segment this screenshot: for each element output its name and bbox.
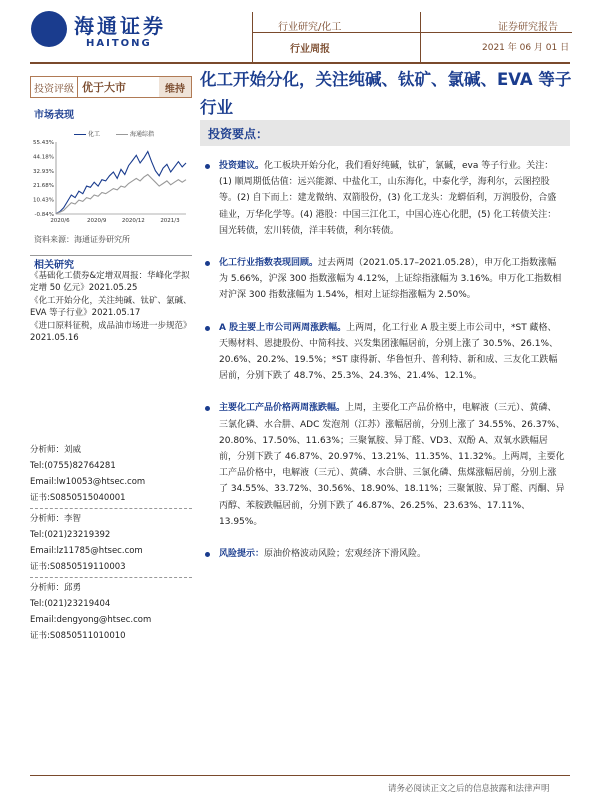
analyst-cert: 证书:S0850511010010 [30,631,126,641]
bullet-icon [205,406,210,411]
paragraph-lead: 化工行业指数表现回顾。 [219,258,319,269]
header-divider [252,12,253,62]
y-tick-label: 21.68% [33,183,54,190]
analyst-email[interactable]: Email:lz11785@htsec.com [30,546,143,556]
bullet-icon [205,261,210,266]
legend-swatch-chemical [74,134,86,136]
summary-paragraph [205,320,565,385]
market-label: 市场表现 [34,110,74,121]
related-list [30,270,195,345]
legend-swatch-index [116,134,128,136]
x-tick-label: 2020/12 [121,218,145,224]
market-chart [30,128,192,228]
rating-label: 投资评级 [31,77,78,97]
analyst-tel: Tel:(021)23219404 [30,599,111,609]
footer-disclaimer: 请务必阅读正文之后的信息披露和法律声明 [388,784,550,794]
summary-body [205,158,565,578]
y-tick-label: 44.18% [33,154,54,161]
y-tick-label: 10.43% [33,197,54,204]
x-tick-label: 2020/6 [50,218,70,224]
bullet-icon [205,552,210,557]
analyst-tel: Tel:(021)23219392 [30,530,111,540]
analyst-cert: 证书:S0850519110003 [30,562,126,572]
logo-text-en: HAITONG [86,38,152,49]
summary-paragraph [205,255,565,304]
analyst-card [30,511,192,578]
legend-label-chemical: 化工 [88,131,101,138]
report-title: 化工开始分化，关注纯碱、钛矿、氯碱、EVA 等子行业 [200,70,572,117]
logo-icon [31,11,67,47]
market-chart-svg [30,128,192,228]
y-tick-label: 32.93% [33,168,54,175]
analyst-email[interactable]: Email:lw10053@htsec.com [30,477,146,487]
series-line-index [56,175,186,214]
analyst-card [30,442,192,509]
rating-action: 维持 [159,77,191,97]
analyst-name: 分析师：邱勇 [30,583,82,593]
header-bottom-rule [30,62,570,64]
summary-paragraph [205,158,565,239]
analyst-tel: Tel:(0755)82764281 [30,461,116,471]
summary-heading-bar [200,120,570,146]
rating-box [30,76,192,98]
related-item[interactable]: 《进口原料征税，成品油市场进一步规范》2021.05.16 [30,321,192,343]
summary-paragraph [205,546,565,562]
paragraph-text: 上周，主要化工产品价格中，电解液（三元）、黄磷、三氯化磷、水合肼、ADC 发泡剂（江苏）涨幅居前，分别上涨了 34.55%、26.37%、20.80%、17.50%、11.63%；三聚氰胺、异丁醛、VD3、双酚 A、双氧水跌幅居前，分别下跌了 46.87%、20.97%、13.21%、11.35%、11.32%。上两周，主要化工产品价格中，电解液（三元）、黄磷、水合肼、三氯化磷、焦煤涨幅居前，分别上涨了 34.55%、33.72%、30.56%、18.90%、18.11%；三聚氰胺、异丁醛、丙酮、异丙醇、苯胺跌幅居前，分别下跌了 46.87%、26.25%、23.63%、17.11%、13.95%。 [219,403,565,527]
legend-label-index: 海通综指 [129,131,154,138]
bullet-icon [205,164,210,169]
chart-legend [74,129,154,138]
related-item[interactable]: 《化工开始分化，关注纯碱、钛矿、氯碱、EVA 等子行业》2021.05.17 [30,296,192,318]
rating-value: 优于大市 [82,81,126,94]
footer-rule [30,775,570,776]
paragraph-lead: 投资建议。 [219,161,265,171]
paragraph-text: 上两周，化工行业 A 股主要上市公司中，*ST 藏格、天赐材料、恩捷股份、中简科技、兴发集团涨幅居前，分别上涨了 30.5%、26.1%、20.6%、20.2%、19.5%；*ST 康得新、华鲁恒升、普利特、新和成、三友化工跌幅居前，分别下跌了 48.7%、25.3%、24.3%、21.4%、12.1%。 [219,322,559,382]
paragraph-text: 过去两周（2021.05.17–2021.05.28），申万化工指数涨幅为 5.66%，沪深 300 指数涨幅为 4.12%，上证综指涨幅为 3.16%。申万化工指数相对沪深 300 指数涨幅为 1.54%，相对上证综指涨幅为 2.50%。 [219,258,562,301]
doc-kind: 证券研究报告 [498,22,558,33]
analyst-list [30,442,192,648]
analyst-name: 分析师：李智 [30,514,82,524]
y-tick-label: 55.43% [33,140,54,146]
paragraph-text: 原油价格波动风险；宏观经济下滑风险。 [264,549,427,560]
bullet-icon [205,326,210,331]
report-date: 2021 年 06 月 01 日 [482,43,570,53]
related-item[interactable]: 《基础化工债券&定增双周报：华峰化学拟定增 50 亿元》2021.05.25 [30,271,190,293]
summary-heading: 投资要点： [208,127,269,141]
x-tick-label: 2021/3 [160,218,180,224]
report-category: 行业研究/化工 [278,22,342,33]
analyst-card [30,580,192,646]
logo-text-cn: 海通证券 [74,14,166,38]
paragraph-lead: 风险提示： [219,549,265,560]
chart-source: 资料来源：海通证券研究所 [34,235,130,244]
header-divider [420,12,421,62]
paragraph-lead: 主要化工产品价格两周涨跌幅。 [219,403,346,414]
summary-paragraph [205,400,565,530]
report-type: 行业周报 [290,44,330,55]
y-tick-label: -0.84% [34,212,54,218]
analyst-email[interactable]: Email:dengyong@htsec.com [30,615,152,625]
analyst-cert: 证书:S0850515040001 [30,493,126,503]
analyst-name: 分析师：刘威 [30,445,82,455]
paragraph-lead: A 股主要上市公司两周涨跌幅。 [219,322,347,333]
related-label: 相关研究 [34,260,74,271]
x-tick-label: 2020/9 [86,218,107,224]
paragraph-text: 化工板块开始分化，我们看好纯碱，钛矿，氯碱，eva 等子行业。关注：(1) 顺周期低估值：远兴能源、中盐化工，山东海化，中泰化学，海利尔，云图控股等。(2) 自下而上：建龙微纳、双箭股份，(3) 化工龙头：龙蟒佰利，万润股份，合盛硅业，万华化学等。(4) 港股：中国三江化工，中国心连心化肥，(5) 化工转债关注：国光转债，宏川转债，洋丰转债，利尔转债。 [219,161,557,236]
